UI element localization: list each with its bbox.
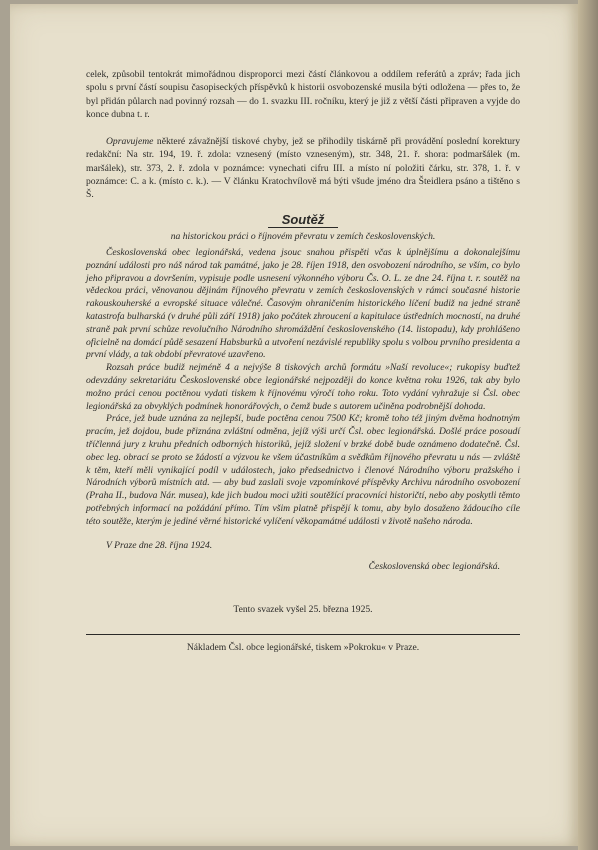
soutez-signature: Československá obec legionářská. xyxy=(368,560,500,572)
soutez-paragraph-2: Rozsah práce budiž nejméně 4 a nejvýše 8 tiskových archů formátu »Naší revoluce«; rukopisy buďtež odevzdány sekretariátu Československé obce legionářské nejpozději do konce května roku 1926, tak aby bylo možno práci cenou poctěnou vydati tiskem k říjnovému výročí toho roku. Toto vydání vyhražuje si Čsl. obec legionářská za obvyklých podmínek honorářových, o čemž bude s autorem učiněna podrobnější dohoda. xyxy=(86,362,520,412)
intro-text: celek, způsobil tentokrát mimořádnou disproporci mezi částí článkovou a oddílem referátů a zpráv; řada jich spolu s první částí soupisu časopiseckých příspěvků k historii osvobozenské musila býti odložena — přes to, že byl přidán půlarch nad povinný rozsah — do 1. svazku III. ročníku, který je již z větší části připraven a vyjde do konce dubna t. r. xyxy=(86,69,520,120)
soutez-body xyxy=(86,247,520,529)
errata-paragraph xyxy=(86,135,520,201)
page-content xyxy=(86,68,520,655)
errata-lead: Opravujeme xyxy=(106,136,154,148)
intro-paragraph xyxy=(86,68,520,121)
divider xyxy=(86,634,520,635)
title-underline xyxy=(268,227,338,228)
soutez-paragraph-1: Československá obec legionářská, vedena jsouc snahou přispěti včas k úplnějšímu a dokonalejšímu poznání události pro náš národ tak památné, jako je 28. říjen 1918, den osvobození národního, se vším, co bylo jeho připravou a dovršením, vypisuje podle usnesení výkonného výboru Čs. O. L. ze dne 24. října t. r. soutěž na vědeckou práci, věnovanou dějinám říjnového převratu v zemích československých v rámci současné historie rakouskouherské a evropské situace válečné. Časovým ohraničením historického líčení budiž na jedné straně katastrofa bulharská (v druhé půli září 1918) jako počátek zhroucení a kapitulace ústředních mocností, na druhé straně pak první schůze revolučního Národního shromáždění československého (14. listopadu), kdy prohlášeno oficielně na domácí půdě sesazení Habsburků a utvoření nezávislé republiky spolu s volbou prvního presidenta a první vlády, a tak období převratové uzavřeno. xyxy=(86,246,520,361)
soutez-subtitle: na historickou práci o říjnovém převratu v zemích československých. xyxy=(170,230,436,242)
soutez-paragraph-3: Práce, jež bude uznána za nejlepší, bude poctěna cenou 7500 Kč; kromě toho též jiným dvěma hodnotným pracím, jež dojdou, bude přiznána zvláštní odměna, jejíž výši určí Čsl. obec legionářská. Došlé práce posoudí tříčlenná jury z kruhu předních odborných historiků, jejíž složení v brzké době bude oznámeno dodatečně. Čsl. obec leg. obrací se proto se žádostí a výzvou ke všem účastníkům a svědkům říjnového převratu u nás — zvláště k těm, kteří měli vynikající podíl v událostech, jako předsednictvo i členové Národního výboru pražského i Národních výborů místních atd. — aby bud zaslali svoje vzpomínkové příspěvky Archivu národního osvobození (Praha II., budova Nár. musea), kde jich budou moci užiti soutěžící pracovníci historičtí, nebo aby poskytli těmto potřebných informací na požádání přímo. Tím všim platně přispějí k tomu, aby bylo dosaženo žádoucího cíle této soutěže, kterým je jediné věrné historické vylíčení věkopamátné události v životě našeho národa. xyxy=(86,413,520,527)
book-spine-edge xyxy=(578,0,598,850)
soutez-date: V Praze dne 28. října 1924. xyxy=(106,539,213,551)
soutez-title: Soutěž xyxy=(281,211,325,227)
issue-date-note: Tento svazek vyšel 25. března 1925. xyxy=(233,604,373,616)
errata-text: některé závažnější tiskové chyby, jež se přihodily tiskárně při provádění poslední korektury redakční: Na str. 194, 19. ř. zdola: vznesený (místo vzneseným), str. 348, 21. ř. shora: podmaršálek (m. maršálek), str. 373, 2. ř. zdola v poznámce: vynechati cifru III. a místo ní položiti čárku, str. 378, 1. ř. v poznámce: C. a k. (místo c. k.). — V článku Kratochvílově má býti všude jméno dra Šteidlera psáno a tištěno s Š. xyxy=(86,136,520,201)
publisher-imprint: Nákladem Čsl. obce legionářské, tiskem »Pokroku« v Praze. xyxy=(186,642,420,654)
errata-section xyxy=(86,135,520,201)
